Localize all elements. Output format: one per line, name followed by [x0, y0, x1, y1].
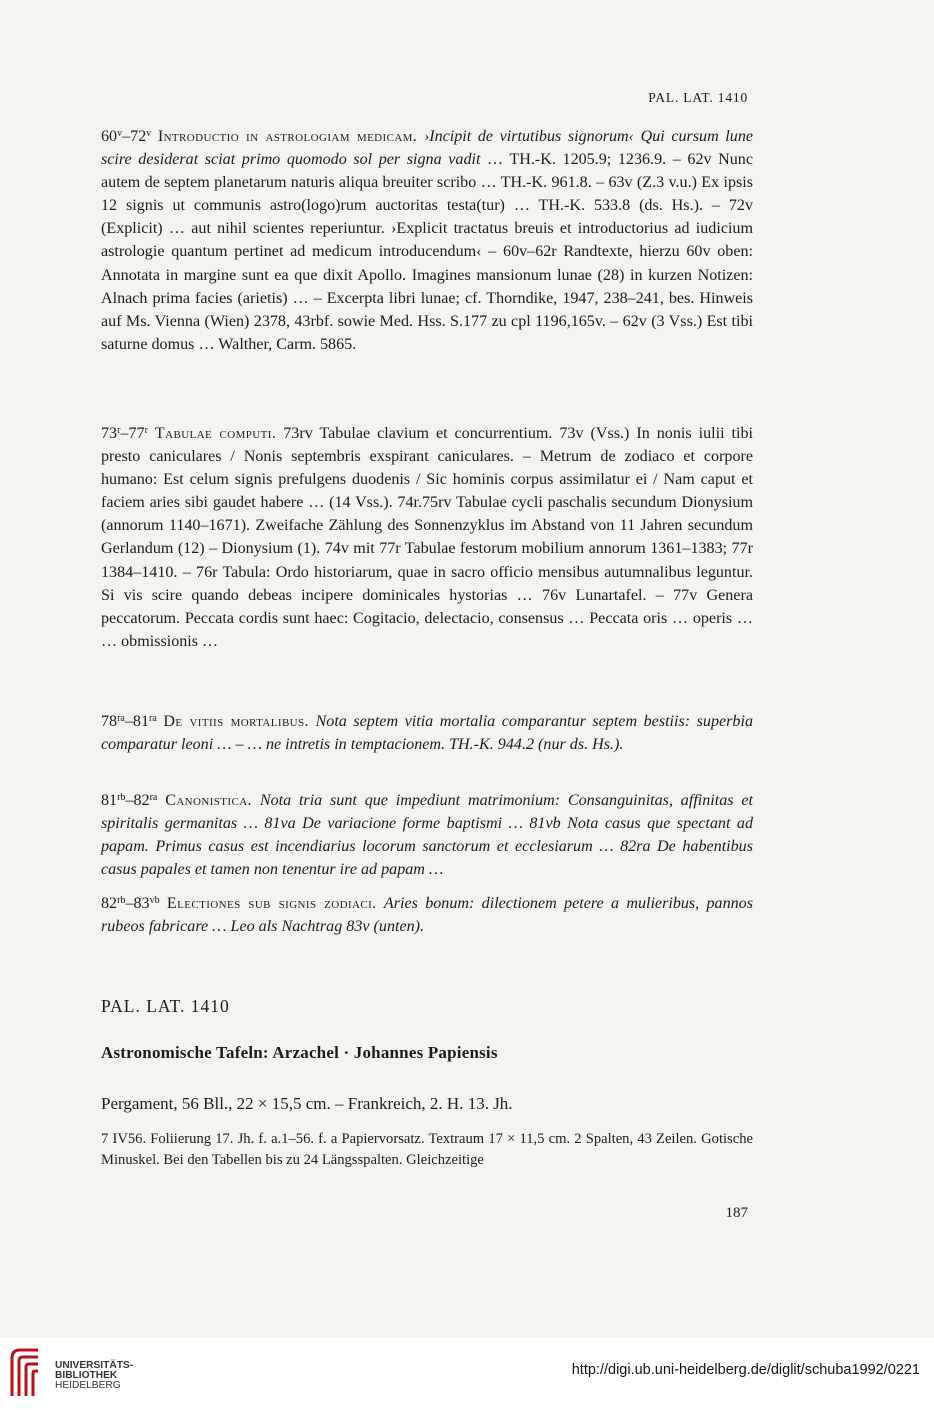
folio-range: $81^{rb}-82^{ra}$ [101, 792, 158, 809]
manuscript-title: Astronomische Tafeln: Arzachel · Johannes Papiensis [101, 1043, 498, 1062]
entry-title: Electiones sub signis zodiaci. [166, 895, 377, 912]
library-logo-icon[interactable] [8, 1346, 48, 1400]
library-name: UNIVERSITÄTS- BIBLIOTHEK HEIDELBERG [55, 1360, 134, 1391]
entry-title: De vitiis mortalibus. [163, 713, 309, 730]
entry-title: Canonistica. [165, 792, 252, 809]
entry-body: Nota tria sunt que impediunt matrimonium: Consanguinitas, affinitas et spiritalis germanitas … 81va De variacione forme baptismi … 81vb Nota casus que spectant ad papam. Primus casus est incendiarius locorum sanctorum et ecclesiarum … 82ra De habentibus casus papales et tamen non tenentur ire ad papam … [101, 792, 754, 879]
entry-title: Introductio in astrologiam medicam. [157, 128, 418, 145]
manuscript-details: 7 IV56. Foliierung 17. Jh. f. a.1–56. f. a Papiervorsatz. Textraum 17 × 11,5 cm. 2 Spalten, 43 Zeilen. Gotische Minuskel. Bei den Tabellen bis zu 24 Längsspalten. Gleichzeitige [101, 1131, 753, 1168]
entry-title: Tabulae computi. [154, 425, 277, 442]
footer-bar [0, 1338, 934, 1410]
manuscript-description: Pergament, 56 Bll., 22 × 15,5 cm. – Frankreich, 2. H. 13. Jh. [101, 1094, 513, 1113]
entry-tabulae-computi [101, 422, 753, 653]
entry-body: 73rv Tabulae clavium et concurrentium. 73v (Vss.) In nonis iulii tibi presto caniculares / Nonis septembris exspirant caniculares. – Metrum de zodiaco et corpore humano: Est celum signis prefulgens duodenis / Sic hominis corpus assimilatur ei / Nam caput et faciem aries sibi gaudet habere … (14 Vss.). 74r.75rv Tabulae cycli paschalis secundum Dionysium (annorum 1140–1671). Zweifache Zählung des Sonnenzyklus im Abstand von 11 Jahren secundum Gerlandum (12) – Dionysium (1). 74v mit 77r Tabulae festorum mobilium annorum 1361–1383; 77r 1384–1410. – 76r Tabula: Ordo historiarum, quae in sacro officio mensibus autumnalibus leguntur. Si vis scire quando debeas incipere dominicales hystorias … 76v Lunartafel. – 77v Genera peccatorum. Peccata cordis sunt haec: Cogitacio, delectacio, consensus … Peccata oris … operis … … obmissionis … [101, 425, 753, 650]
entry-body: … TH.-K. 1205.9; 1236.9. – 62v Nunc autem de septem planetarum naturis aliqua breuiter scribo … TH.-K. 961.8. – 63v (Z.3 v.u.) Ex ipsis 12 signis ut communis astro(logo)rum auctoritas testa(tur) … TH.-K. 533.8 (ds. Hs.). – 72v (Explicit) … aut nihil scientes reperiuntur. ›Explicit tractatus breuis et introductorius ad iudicium astrologie quantum pertinet ad medicum introducendum‹ – 60v–62r Randtexte, hierzu 60v oben: Annotata in margine sunt ea que dixit Apollo. Imagines mansionum lunae (28) in kurzen Notizen: Alnach prima facies (arietis) … – Excerpta libri lunae; cf. Thorndike, 1947, 238–241, bes. Hinweis auf Ms. Vienna (Wien) 2378, 43rbf. sowie Med. Hss. S.177 zu cpl 1196,165v. – 62v (3 Vss.) Est tibi saturne domus … Walther, Carm. 5865. [101, 151, 753, 353]
permalink-url[interactable]: http://digi.ub.uni-heidelberg.de/diglit/schuba1992/0221 [571, 1362, 920, 1378]
folio-range: 73$^r$–77$^r$ [101, 425, 148, 442]
page-number: 187 [725, 1205, 748, 1221]
entry-electiones [101, 892, 753, 938]
manuscript-heading: PAL. LAT. 1410 [101, 996, 230, 1016]
entry-body: Nota septem vitia mortalia comparantur septem bestiis: superbia comparatur leoni … – … ne intretis in temptacionem. TH.-K. 944.2 (nur ds. Hs.). [101, 713, 753, 754]
folio-range: $78^{ra}-81^{ra}$ [101, 713, 157, 730]
entry-de-vitiis [101, 710, 753, 756]
entry-incipit: ›Incipit de virtutibus signorum‹ Qui cursum lune scire desiderat sciat primo quomodo sol per signa vadit [101, 128, 754, 169]
running-head: PAL. LAT. 1410 [648, 90, 748, 105]
folio-range: 60$^v$–72$^v$ [101, 128, 152, 145]
entry-canonistica [101, 789, 753, 881]
entry-body: Aries bonum: dilectionem petere a mulieribus, pannos rubeos fabricare … Leo als Nachtrag 83v (unten). [101, 895, 753, 936]
folio-range: $82^{rb}-83^{vb}$ [101, 895, 160, 912]
entry-introductio [101, 125, 753, 356]
